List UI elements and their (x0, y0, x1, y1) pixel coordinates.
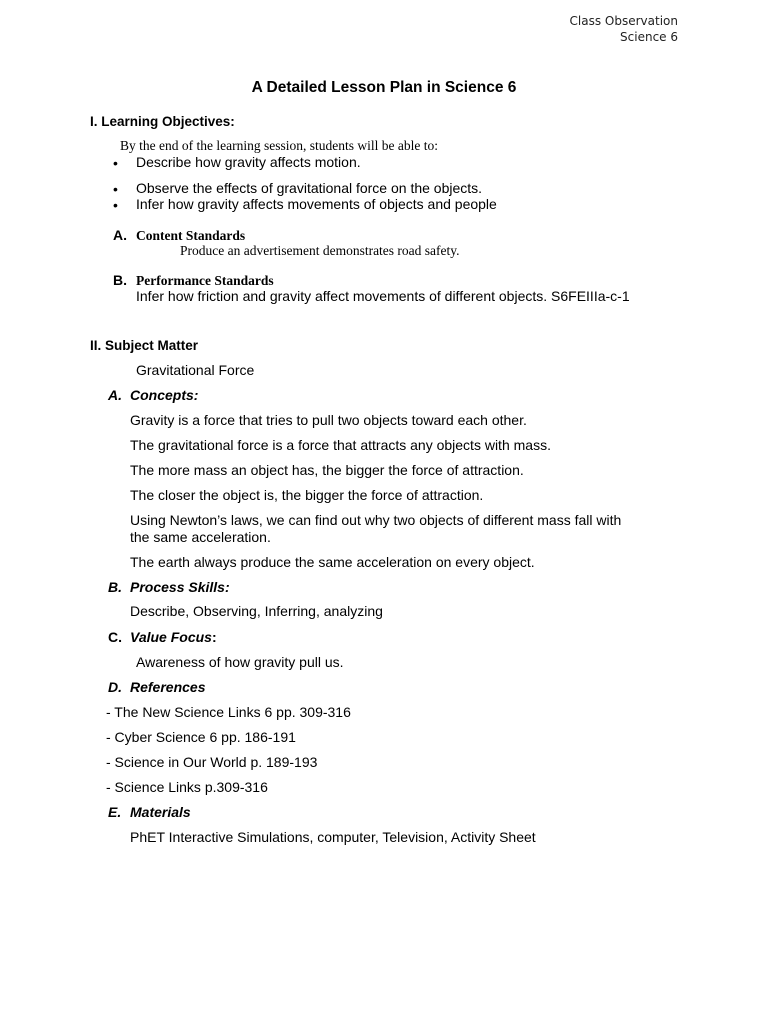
concept-item: The earth always produce the same acceleration on every object. (130, 554, 535, 570)
content-standards-label: Content Standards (136, 228, 246, 243)
references-letter: D. (108, 679, 122, 695)
process-skills-text: Describe, Observing, Inferring, analyzing (130, 603, 383, 619)
header-subject: Science 6 (620, 30, 678, 44)
reference-item: - Science Links p.309-316 (106, 779, 268, 795)
page-title: A Detailed Lesson Plan in Science 6 (251, 79, 517, 96)
materials-label: Materials (130, 804, 191, 820)
concept-item: The closer the object is, the bigger the force of attraction. (130, 487, 484, 503)
performance-standards-text: Infer how friction and gravity affect movements of different objects. S6FEIIIa-c-1 (136, 288, 630, 304)
concept-item: The gravitational force is a force that attracts any objects with mass. (130, 437, 551, 453)
objective-item: Describe how gravity affects motion. (136, 154, 361, 170)
value-focus-letter: C. (108, 629, 122, 645)
content-standards-letter: A. (113, 227, 127, 243)
value-focus-heading (130, 630, 217, 646)
process-skills-letter: B. (108, 579, 122, 595)
subject-topic: Gravitational Force (136, 362, 255, 378)
value-focus-label: Value Focus (130, 629, 212, 645)
concepts-letter: A. (108, 387, 122, 403)
objectives-intro: By the end of the learning session, students will be able to: (120, 138, 438, 153)
reference-item: - Science in Our World p. 189-193 (106, 754, 318, 770)
concepts-label: Concepts: (130, 387, 199, 403)
reference-item: - The New Science Links 6 pp. 309-316 (106, 704, 351, 720)
objective-item: Infer how gravity affects movements of objects and people (136, 196, 497, 212)
bullet-icon: • (113, 197, 118, 213)
concept-item: the same acceleration. (130, 529, 271, 545)
concept-item: The more mass an object has, the bigger the force of attraction. (130, 462, 524, 478)
header-class-observation: Class Observation (569, 14, 678, 28)
objective-item: Observe the effects of gravitational force on the objects. (136, 180, 483, 196)
content-standards-text: Produce an advertisement demonstrates road safety. (180, 243, 460, 258)
value-focus-text: Awareness of how gravity pull us. (136, 654, 344, 670)
performance-standards-label: Performance Standards (136, 273, 274, 288)
bullet-icon: • (113, 181, 118, 197)
concept-item: Gravity is a force that tries to pull two objects toward each other. (130, 412, 527, 428)
process-skills-label: Process Skills: (130, 579, 230, 595)
reference-item: - Cyber Science 6 pp. 186-191 (106, 729, 296, 745)
section-learning-objectives-heading: I. Learning Objectives: (90, 114, 235, 129)
bullet-icon: • (113, 155, 118, 171)
performance-standards-letter: B. (113, 272, 127, 288)
materials-text: PhET Interactive Simulations, computer, Television, Activity Sheet (130, 829, 536, 845)
references-label: References (130, 679, 206, 695)
value-focus-colon: : (211, 629, 217, 645)
section-subject-matter-heading: II. Subject Matter (90, 338, 199, 353)
concept-item: Using Newton’s laws, we can find out why two objects of different mass fall with (130, 512, 622, 528)
materials-letter: E. (108, 804, 122, 820)
